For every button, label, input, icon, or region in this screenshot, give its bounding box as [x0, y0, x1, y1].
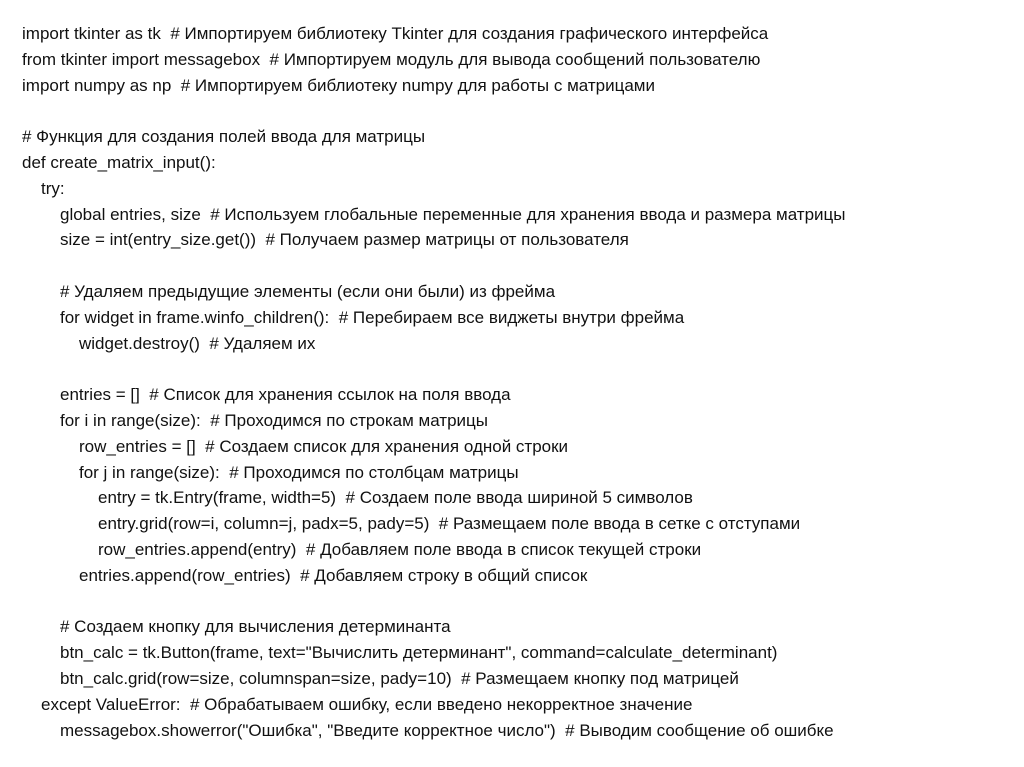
code-line: entries = [] # Список для хранения ссылок на поля ввода: [60, 385, 511, 405]
code-line: messagebox.showerror("Ошибка", "Введите корректное число") # Выводим сообщение об ошибке: [60, 720, 834, 740]
code-line: [22, 589, 1012, 615]
code-line: [22, 253, 1012, 279]
code-line: for j in range(size): # Проходимся по столбцам матрицы: [79, 462, 519, 482]
code-line: # Функция для создания полей ввода для матрицы: [22, 127, 426, 147]
code-line: except ValueError: # Обрабатываем ошибку, если введено некорректное значение: [41, 694, 693, 714]
code-line: entries.append(row_entries) # Добавляем строку в общий список: [79, 565, 588, 585]
code-line: # Создаем кнопку для вычисления детерминанта: [60, 617, 451, 637]
code-line: entry.grid(row=i, column=j, padx=5, pady=5) # Размещаем поле ввода в сетке с отступами: [98, 514, 801, 534]
code-line: try:: [41, 178, 65, 198]
code-line: for i in range(size): # Проходимся по строкам матрицы: [60, 410, 488, 430]
code-line: size = int(entry_size.get()) # Получаем размер матрицы от пользователя: [60, 230, 629, 250]
code-line: entry = tk.Entry(frame, width=5) # Создаем поле ввода шириной 5 символов: [98, 488, 693, 508]
code-line: btn_calc.grid(row=size, columnspan=size, pady=10) # Размещаем кнопку под матрицей: [60, 668, 739, 688]
code-line: import numpy as np # Импортируем библиотеку numpy для работы с матрицами: [22, 75, 655, 95]
code-line: global entries, size # Используем глобальные переменные для хранения ввода и размера матрицы: [60, 204, 846, 224]
code-line: row_entries.append(entry) # Добавляем поле ввода в список текущей строки: [98, 539, 702, 559]
code-line: from tkinter import messagebox # Импортируем модуль для вывода сообщений пользователю: [22, 49, 761, 69]
code-block: [22, 21, 1012, 743]
code-line: btn_calc = tk.Button(frame, text="Вычислить детерминант", command=calculate_determinant): [60, 643, 778, 663]
code-line: for widget in frame.winfo_children(): # Перебираем все виджеты внутри фрейма: [60, 307, 685, 327]
code-line: [22, 98, 1012, 124]
code-line: [22, 356, 1012, 382]
code-line: def create_matrix_input():: [22, 152, 216, 172]
code-line: widget.destroy() # Удаляем их: [79, 333, 316, 353]
code-line: # Удаляем предыдущие элементы (если они были) из фрейма: [60, 281, 556, 301]
code-line: row_entries = [] # Создаем список для хранения одной строки: [79, 436, 569, 456]
code-line: import tkinter as tk # Импортируем библиотеку Tkinter для создания графического интерфейса: [22, 24, 769, 43]
